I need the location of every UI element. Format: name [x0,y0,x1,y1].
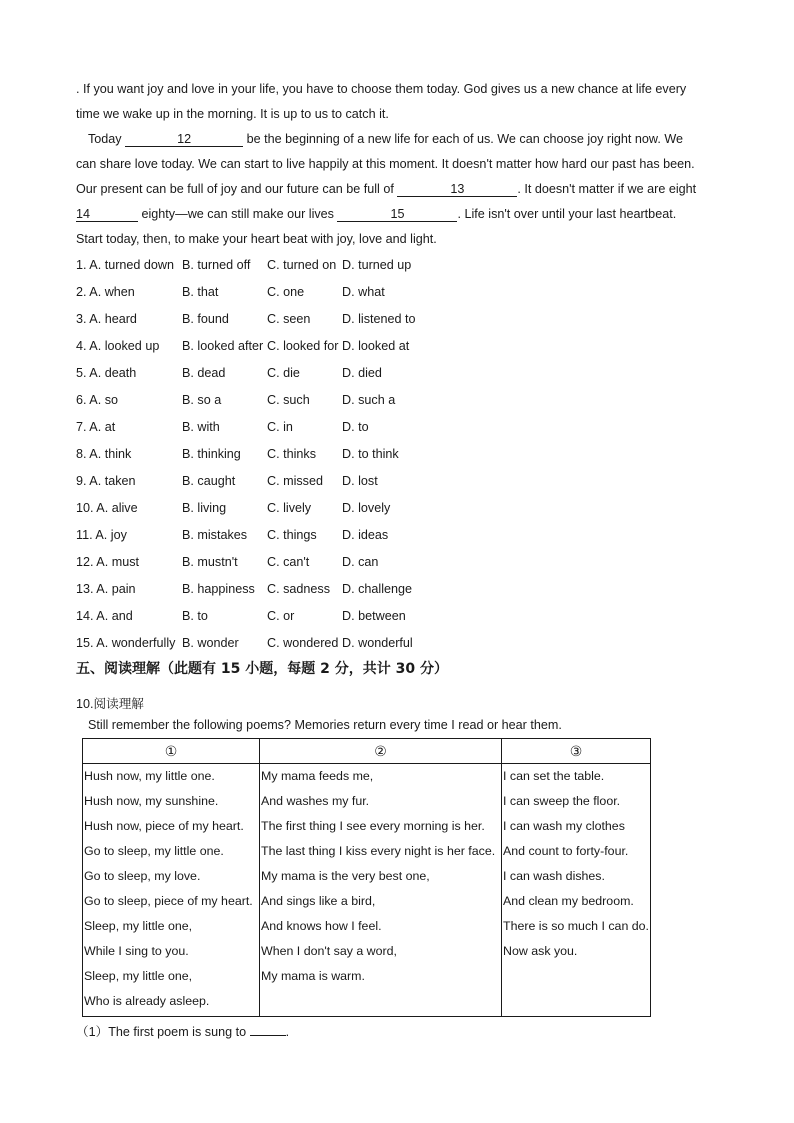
option-row-6-a: 6. A. so [76,393,119,407]
poem-2 [260,764,502,1017]
option-6-b: B. so a [182,393,222,407]
option-8-d: D. to think [342,447,399,461]
text: Today [88,132,126,146]
option-6-c: C. such [267,393,310,407]
option-2-d: D. what [342,285,385,299]
option-1-d: D. turned up [342,258,412,272]
option-row-1-a: 1. A. turned down [76,258,175,272]
option-10-d: D. lovely [342,501,391,515]
text: . Life isn't over until your last heartbeat. [457,207,677,221]
option-5-b: B. dead [182,366,226,380]
option-10-b: B. living [182,501,227,515]
poem-line: And clean my bedroom. [503,894,634,908]
option-row-5-a: 5. A. death [76,366,137,380]
poem-line: And count to forty-four. [503,844,629,858]
poem-line: Go to sleep, my love. [84,869,201,883]
option-12-d: D. can [342,555,379,569]
blank-13[interactable]: 13 [397,182,517,197]
option-8-c: C. thinks [267,447,316,461]
text: . It doesn't matter if we are eight [517,182,697,196]
option-4-b: B. looked after [182,339,264,353]
poem-line: While I sing to you. [84,944,189,958]
poem-line: I can sweep the floor. [503,794,621,808]
poem-line: My mama is the very best one, [261,869,430,883]
option-10-c: C. lively [267,501,312,515]
option-row-10-a: 10. A. alive [76,501,138,515]
poem-header-1: ① [83,739,260,764]
poem-line: I can wash my clothes [503,819,625,833]
poem-3 [502,764,651,1017]
poem-line: Now ask you. [503,944,578,958]
option-row-3-a: 3. A. heard [76,312,137,326]
option-2-c: C. one [267,285,305,299]
question-label: 10.阅读理解 [76,697,144,711]
option-8-b: B. thinking [182,447,241,461]
poem-line: Go to sleep, my little one. [84,844,224,858]
passage-line-1: . If you want joy and love in your life, you have to choose them today. God gives us a new chance at life every [76,82,687,96]
poem-line: My mama is warm. [261,969,365,983]
option-12-c: C. can't [267,555,310,569]
poem-line: Hush now, my little one. [84,769,215,783]
option-row-4-a: 4. A. looked up [76,339,160,353]
option-3-b: B. found [182,312,229,326]
option-row-14-a: 14. A. and [76,609,133,623]
text: be the beginning of a new life for each of us. We can choose joy right now. We [243,132,683,146]
option-11-d: D. ideas [342,528,389,542]
option-2-b: B. that [182,285,219,299]
question-suffix: . [285,1025,290,1039]
option-5-c: C. die [267,366,300,380]
option-14-c: C. or [267,609,295,623]
question-text: （1）The first poem is sung to [76,1025,250,1039]
section-heading: 五、阅读理解（此题有 15 小题，每题 2 分，共计 30 分） [76,661,448,677]
option-15-b: B. wonder [182,636,239,650]
question-1 [76,1021,289,1040]
option-9-c: C. missed [267,474,323,488]
option-15-d: D. wonderful [342,636,413,650]
option-1-c: C. turned on [267,258,337,272]
option-12-b: B. mustn't [182,555,238,569]
poem-line: There is so much I can do. [503,919,650,933]
option-13-b: B. happiness [182,582,255,596]
poem-line: Who is already asleep. [84,994,210,1008]
poem-line: I can set the table. [503,769,605,783]
poem-line: My mama feeds me, [261,769,374,783]
poem-line: And sings like a bird, [261,894,376,908]
option-4-c: C. looked for [267,339,339,353]
option-9-d: D. lost [342,474,378,488]
option-row-9-a: 9. A. taken [76,474,136,488]
passage-line-6 [76,206,676,222]
option-6-d: D. such a [342,393,396,407]
option-14-d: D. between [342,609,406,623]
poem-line: Sleep, my little one, [84,969,193,983]
text: eighty—we can still make our lives [138,207,338,221]
option-4-d: D. looked at [342,339,410,353]
passage-line-7: Start today, then, to make your heart beat with joy, love and light. [76,232,437,246]
poem-line: And washes my fur. [261,794,370,808]
option-row-2-a: 2. A. when [76,285,135,299]
blank-14[interactable]: 14 [76,207,138,222]
option-11-b: B. mistakes [182,528,248,542]
poem-line: Go to sleep, piece of my heart. [84,894,253,908]
poem-line: Hush now, my sunshine. [84,794,219,808]
option-15-c: C. wondered [267,636,339,650]
option-11-c: C. things [267,528,317,542]
passage-line-2: time we wake up in the morning. It is up to us to catch it. [76,107,389,121]
option-9-b: B. caught [182,474,236,488]
blank-12[interactable]: 12 [125,132,243,147]
option-1-b: B. turned off [182,258,251,272]
poems-table [82,738,651,1017]
option-14-b: B. to [182,609,208,623]
reading-intro: Still remember the following poems? Memories return every time I read or hear them. [88,718,562,732]
option-row-8-a: 8. A. think [76,447,132,461]
option-row-7-a: 7. A. at [76,420,116,434]
option-7-c: C. in [267,420,293,434]
poem-line: And knows how I feel. [261,919,382,933]
text: Our present can be full of joy and our future can be full of [76,182,398,196]
poem-line: Sleep, my little one, [84,919,193,933]
poem-1 [83,764,260,1017]
option-3-d: D. listened to [342,312,416,326]
option-3-c: C. seen [267,312,311,326]
passage-line-5 [76,181,696,197]
poem-line: When I don't say a word, [261,944,397,958]
passage-line-4: can share love today. We can start to live happily at this moment. It doesn't matter how hard our past has been. [76,157,695,171]
poem-line: The first thing I see every morning is her. [261,819,485,833]
poem-line: I can wash dishes. [503,869,605,883]
option-row-15-a: 15. A. wonderfully [76,636,176,650]
poem-line: The last thing I kiss every night is her face. [261,844,496,858]
answer-blank[interactable] [250,1035,286,1036]
option-7-d: D. to [342,420,369,434]
blank-15[interactable]: 15 [337,207,457,222]
option-row-12-a: 12. A. must [76,555,139,569]
option-7-b: B. with [182,420,220,434]
option-row-13-a: 13. A. pain [76,582,136,596]
poem-header-2: ② [260,739,502,764]
poem-line: Hush now, piece of my heart. [84,819,244,833]
option-row-11-a: 11. A. joy [76,528,127,542]
option-13-d: D. challenge [342,582,413,596]
passage-line-3 [88,131,683,147]
poem-header-3: ③ [502,739,651,764]
option-5-d: D. died [342,366,382,380]
option-13-c: C. sadness [267,582,330,596]
